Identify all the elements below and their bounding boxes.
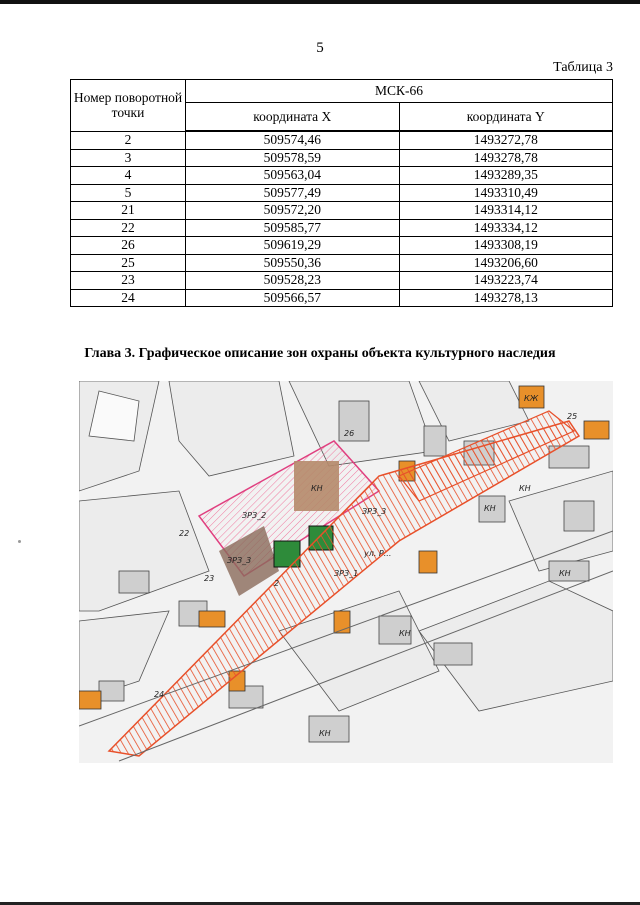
cell-y: 1493310,49	[399, 184, 613, 202]
cell-point: 22	[71, 219, 186, 237]
cell-point: 23	[71, 272, 186, 290]
cell-x: 509619,29	[186, 237, 400, 255]
label-street: ул. Р...	[364, 549, 392, 558]
cell-x: 509578,59	[186, 149, 400, 167]
cell-point: 25	[71, 254, 186, 272]
table-row	[71, 272, 613, 290]
table-row	[71, 254, 613, 272]
label-zone-1: ЗРЗ_1	[334, 569, 359, 578]
chapter-heading: Глава 3. Графическое описание зон охраны объекта культурного наследия	[84, 346, 556, 361]
cell-y: 1493334,12	[399, 219, 613, 237]
cell-y: 1493308,19	[399, 237, 613, 255]
label-kn-4: КН	[399, 629, 411, 638]
cell-y: 1493223,74	[399, 272, 613, 290]
table-row	[71, 219, 613, 237]
cell-y: 1493278,78	[399, 149, 613, 167]
cell-y: 1493278,13	[399, 289, 613, 307]
table-caption: Таблица 3	[553, 60, 613, 75]
cell-point: 2	[71, 131, 186, 149]
table-row	[71, 237, 613, 255]
label-zone-2: ЗРЗ_2	[242, 511, 267, 520]
label-kn-2: КН	[519, 484, 531, 493]
label-point-25: 25	[567, 412, 578, 421]
table-row	[71, 289, 613, 307]
label-point-2: 2	[274, 579, 280, 588]
label-point-24: 24	[154, 690, 165, 699]
label-point-26: 26	[344, 429, 355, 438]
cell-x: 509550,36	[186, 254, 400, 272]
header-coordinate-y: координата Y	[399, 103, 613, 132]
header-point-number: Номер поворотной точки	[71, 80, 186, 132]
header-coordinate-system: МСК-66	[186, 80, 613, 103]
cell-y: 1493314,12	[399, 202, 613, 220]
page-number: 5	[316, 40, 324, 56]
table-row	[71, 149, 613, 167]
cell-point: 24	[71, 289, 186, 307]
label-zone-3b: ЗРЗ_3	[227, 556, 252, 565]
table-row	[71, 202, 613, 220]
map-drawing	[79, 381, 613, 763]
label-point-22: 22	[179, 529, 190, 538]
cell-y: 1493289,35	[399, 167, 613, 185]
cell-y: 1493206,60	[399, 254, 613, 272]
label-zone-3a: ЗРЗ_3	[362, 507, 387, 516]
label-point-23: 23	[204, 574, 215, 583]
cell-x: 509585,77	[186, 219, 400, 237]
table-row	[71, 131, 613, 149]
cell-point: 21	[71, 202, 186, 220]
cell-y: 1493272,78	[399, 131, 613, 149]
cell-point: 26	[71, 237, 186, 255]
label-kn-1: КН	[484, 504, 496, 513]
cell-x: 509528,23	[186, 272, 400, 290]
label-kn-5: КН	[319, 729, 331, 738]
label-kn-3: КН	[559, 569, 571, 578]
protection-zones-map	[79, 381, 613, 763]
label-kn-big: КН	[311, 484, 323, 493]
cell-point: 4	[71, 167, 186, 185]
scan-top-edge	[0, 0, 640, 4]
cell-x: 509577,49	[186, 184, 400, 202]
cell-x: 509563,04	[186, 167, 400, 185]
label-kzh: КЖ	[524, 394, 539, 403]
table-row	[71, 184, 613, 202]
cell-point: 5	[71, 184, 186, 202]
scan-dot	[18, 540, 21, 543]
coordinates-table	[70, 79, 613, 307]
cell-x: 509566,57	[186, 289, 400, 307]
table-row	[71, 167, 613, 185]
cell-point: 3	[71, 149, 186, 167]
cell-x: 509574,46	[186, 131, 400, 149]
cell-x: 509572,20	[186, 202, 400, 220]
header-coordinate-x: координата X	[186, 103, 400, 132]
